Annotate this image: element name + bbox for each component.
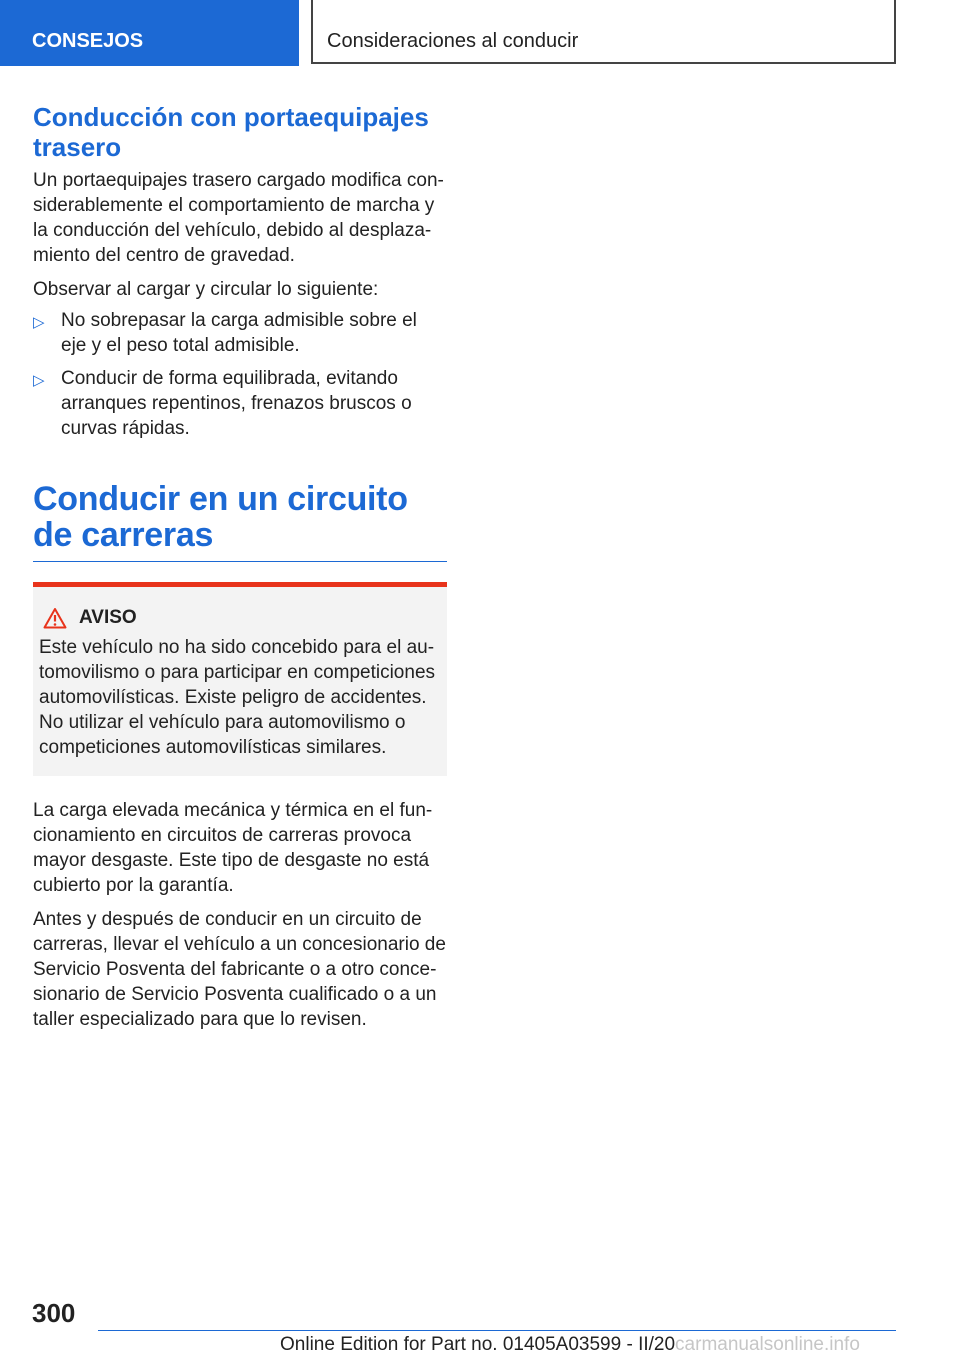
warning-title: AVISO [79,607,137,628]
warning-box [33,582,447,776]
warning-triangle-icon [43,607,67,629]
section-divider [33,561,447,562]
heading-rear-carrier: Conducción con portaequipajes trasero [33,102,429,162]
bullet-list [33,308,447,441]
warning-text: Este vehículo no ha sido concebido para el automovilismo o para participar en competiciones automovilísticas. Existe peligro de accidentes. No utilizar el vehículo para automovilismo o competiciones automovilísticas similares. [39,637,436,758]
section-tab: CONSEJOS [0,0,299,66]
list-item-text: No sobrepasar la carga admisible sobre el eje y el peso total admisible. [61,310,417,356]
list-item [33,366,447,441]
page-number: 300 [32,1298,76,1328]
watermark-text: carmanualsonline.info [675,1334,860,1355]
paragraph-inspection: Antes y después de conducir en un circuito de carreras, llevar el vehículo a un concesionario de Servicio Posventa del fabricante o a otro concesionario de Servicio Posventa cualificado o a un taller especializado para que lo revisen. [33,909,446,1030]
heading-race-track: Conducir en un circuito de carreras [33,480,408,554]
chapter-title: Consideraciones al conducir [311,0,896,64]
paragraph-wear: La carga elevada mecánica y térmica en el funcionamiento en circuitos de carreras provoca mayor desgaste. Este tipo de desgaste no está cubierto por la garantía. [33,800,433,896]
list-item [33,308,447,358]
list-item-text: Conducir de forma equilibrada, evitando arranques repentinos, frenazos bruscos o curvas rápidas. [61,368,412,439]
main-content [33,102,447,1032]
paragraph-observe: Observar al cargar y circular lo siguiente: [33,279,379,300]
warning-header [39,607,439,629]
triangle-bullet-icon: ▷ [33,372,45,389]
footer-divider [98,1330,896,1331]
edition-text: Online Edition for Part no. 01405A03599 - II/20 [280,1334,676,1355]
page-header [0,0,960,66]
paragraph-carrier-intro: Un portaequipajes trasero cargado modifica considerablemente el comportamiento de marcha y la conducción del vehículo, debido al desplazamiento del centro de gravedad. [33,170,444,266]
triangle-bullet-icon: ▷ [33,314,45,331]
footer-edition [280,1333,860,1357]
